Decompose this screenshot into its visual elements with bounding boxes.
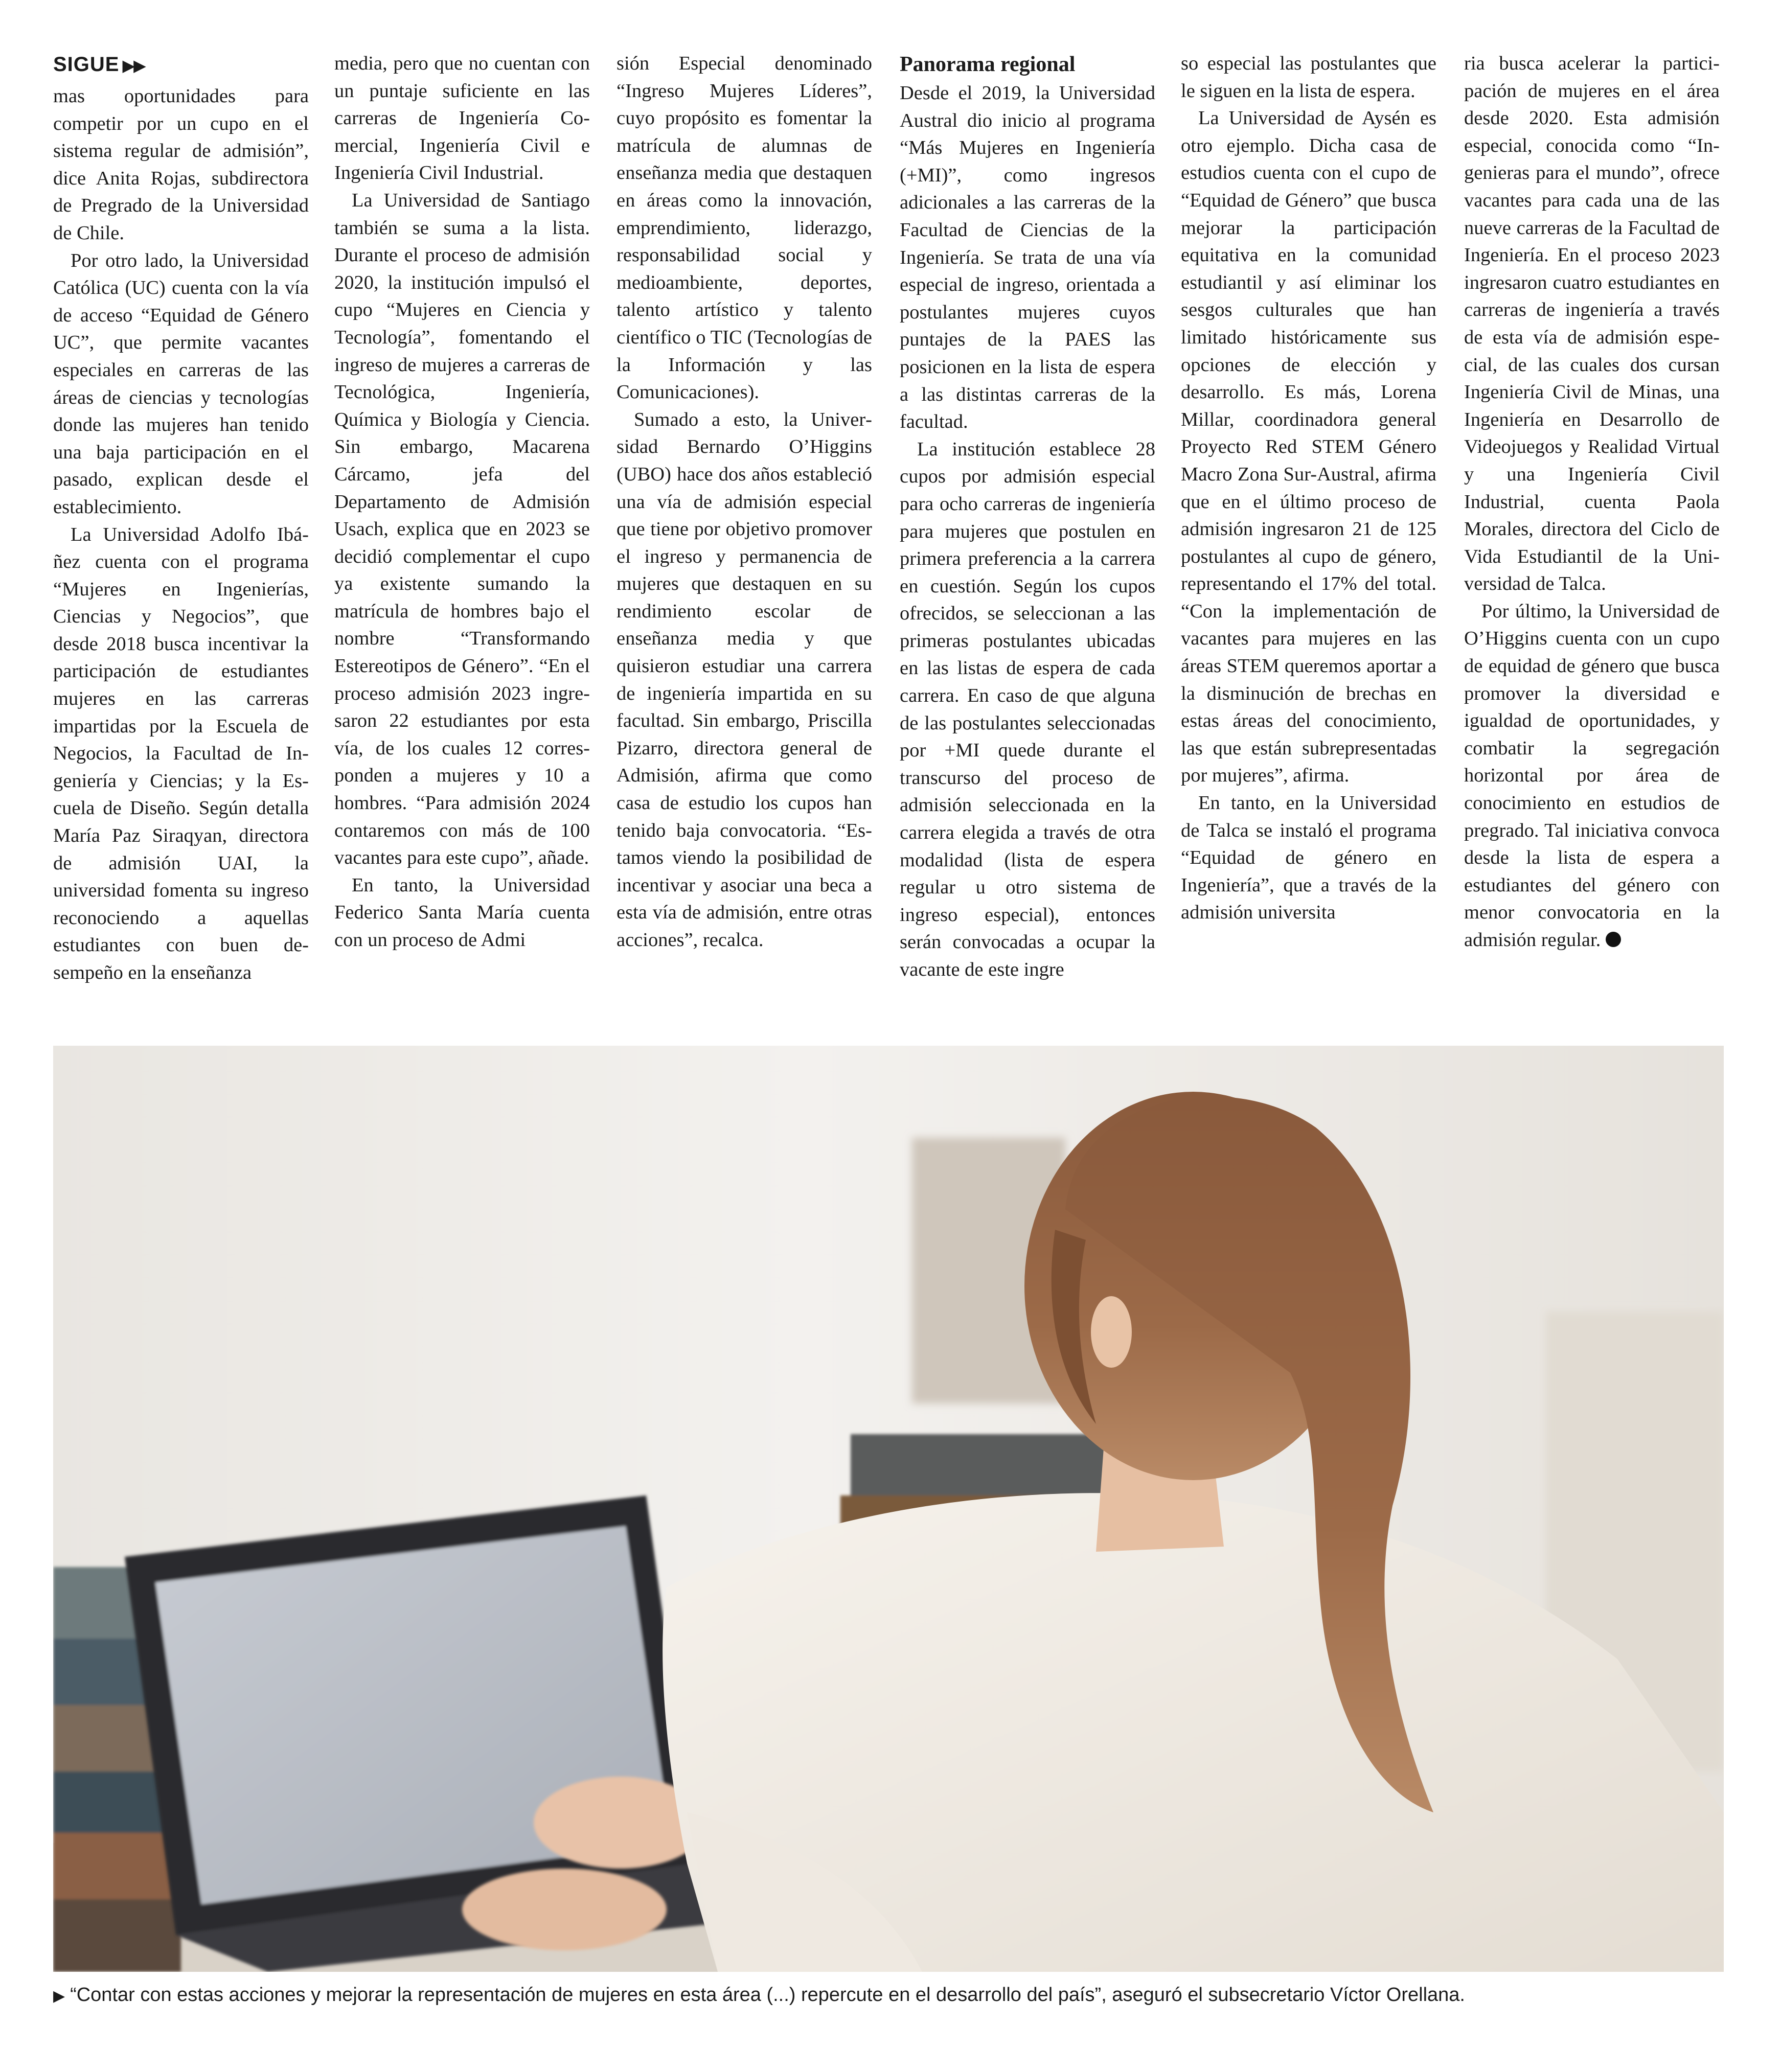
column-6 — [1464, 50, 1720, 1016]
paragraph: En tanto, en la Universidad de Talca se instaló el programa “Equidad de género en Ingeniería”, que a través de la admisión universita — [1181, 792, 1436, 924]
column-3 — [616, 50, 872, 1016]
caption-arrow-icon: ▶ — [53, 1988, 65, 2005]
column-5 — [1181, 50, 1436, 1016]
paragraph: La Universidad de Aysén es otro ejemplo. Dicha casa de estudios cuenta con el cupo de “Equidad de Género” que busca mejorar la participación equitativa en la comunidad estudiantil y así eliminar los sesgos culturales que han limitado históricаmente sus opciones de elección y desarrollo. Es más, Lorena Millar, coordinadora general Proyecto Red STEM Género Macro Zona Sur-Austral, afirma que en el último proceso de admisión ingresaron 21 de 125 postulantes al cupo de género, representando el 17% del total. “Con la implementación de vacantes para mujeres en las áreas STEM queremos aportar a la disminución de brechas en estas áreas del conocimiento, las que están subrepresentadas por mujeres”, afirma. — [1181, 107, 1436, 787]
article-photo — [53, 1046, 1724, 1972]
paragraph: ria busca acelerar la participación de mujeres en el área desde 2020. Esta admisión especial, conocida como “Ingenieras para el mundo”, ofrece vacantes para cada una de las nueve carreras de la Facultad de Ingeniería. En el proceso 2023 ingresaron cuatro estudiantes en carreras de ingeniería a través de esta vía de admisión especial, de las cuales dos cursan Ingeniería Civil de Minas, una Ingeniería en Desarrollo de Videojuegos y Realidad Virtual y una Ingeniería Civil Industrial, cuenta Paola Morales, directora del Ciclo de Vida Estudiantil de la Universidad de Talca. — [1464, 53, 1720, 595]
end-of-article-icon — [1606, 932, 1621, 947]
column-4 — [900, 50, 1155, 1016]
paragraph: sión Especial denominado “Ingreso Mujeres Líderes”, cuyo propósito es fomentar la matrícula de alumnas de enseñanza media que destaquen en áreas como la innovación, emprendimiento, liderazgo, responsabilidad social y medioambiente, deportes, talento artístico y talento científico o TIC (Tecnologías de la Información y las Comunicaciones). — [616, 53, 872, 403]
paragraph: media, pero que no cuentan con un puntaje suficiente en las carreras de Ingeniería Comercial, Ingeniería Civil e Ingeniería Civil Industrial. — [334, 53, 590, 184]
caption-text: “Contar con estas acciones y mejorar la representación de mujeres en esta área (...) repercute en el desarrollo del país”, aseguró el subsecretario Víctor Orellana. — [70, 1984, 1465, 2006]
paragraph-last — [1464, 598, 1720, 954]
paragraph: La Universidad Adolfo Ibáñez cuenta con el programa “Mujeres en Ingenierías, Ciencias y Negocios”, que desde 2018 busca incentivar la participación de estudiantes mujeres en las carreras impartidas por la Escuela de Negocios, la Facultad de Ingeniería y Ciencias; y la Escuela de Diseño. Según detalla María Paz Siraqyan, directora de admisión UAI, la universidad fomenta su ingreso reconociendo a aquellas estudiantes con buen desempeño en la enseñanza — [53, 523, 309, 983]
paragraph: En tanto, la Universidad Federico Santa María cuenta con un proceso de Admi — [334, 874, 590, 951]
section-subheading: Panorama regional — [900, 53, 1076, 76]
paragraph: Desde el 2019, la Universidad Austral dio inicio al programa “Más Mujeres en Ingeniería (+MI)”, como ingresos adicionales a las carreras de la Facultad de Ciencias de la Ingeniería. Se trata de una vía especial de ingreso, orientada a postulantes mujeres cuyos puntajes de la PAES las posicionen en la lista de espera a las distintas carreras de la facultad. — [900, 82, 1155, 433]
continues-label: SIGUE — [53, 53, 120, 76]
paragraph: La institución establece 28 cupos por admisión especial para ocho carreras de ingeniería para mujeres que postulen en primera preferencia a la carrera en cuestión. Según los cupos ofrecidos, se seleccionan a las primeras postulantes ubicadas en las listas de espera de cada carrera. En caso de que alguna de las postulantes seleccionadas por +MI quede durante el transcurso del proceso de admisión seleccionada en la carrera elegida a través de otra modalidad (lista de espera regular u otro sistema de ingreso especial), entonces serán convocadas a ocupar la vacante de este ingre — [900, 438, 1155, 980]
paragraph-text: Por último, la Universidad de O’Higgins cuenta con un cupo de equidad de género que busca promover la diversidad e igualdad de oportunidades, y combatir la segregación horizontal por área de conocimiento en estudios de pregrado. Tal iniciativa convoca desde la lista de espera a estudiantes del género con menor convocatoria en la admisión regular. — [1464, 600, 1720, 951]
paragraph: Sumado a esto, la Universidad Bernardo O’Higgins (UBO) hace dos años estableció una vía de admisión especial que tiene por objetivo promover el ingreso y permanencia de mujeres que destaquen en su rendimiento escolar de enseñanza media y que quisieron estudiar una carrera de ingeniería impartida en su facultad. Sin embargo, Priscilla Pizarro, directora general de Admisión, afirma que como casa de estudio los cupos han tenido baja convocatoria. “Estamos viendo la posibilidad de incentivar y asociar una beca a esta vía de admisión, entre otras acciones”, recalca. — [616, 408, 872, 951]
paragraph: Por otro lado, la Universidad Católica (UC) cuenta con la vía de acceso “Equidad de Género UC”, que permite vacantes especiales en carreras de las áreas de ciencias y tecnologías donde las mujeres han tenido una baja participación en el pasado, explican desde el establecimiento. — [53, 249, 309, 518]
continues-marker — [53, 50, 309, 80]
column-1 — [53, 50, 309, 1016]
paragraph: mas oportunidades para competir por un cupo en el sistema regular de admisión”, dice Anita Rojas, subdirectora de Pregrado de la Universidad de Chile. — [53, 85, 309, 244]
paragraph: so especial las postulantes que le siguen en la lista de espera. — [1181, 53, 1436, 102]
woman-studying-laptop-illustration — [53, 1046, 1724, 1972]
column-2 — [334, 50, 590, 1016]
paragraph: La Universidad de Santiago también se suma a la lista. Durante el proceso de admisión 2020, la institución impulsó el cupo “Mujeres en Ciencia y Tecnología”, fomentando el ingreso de mujeres a carreras de Tecnológica, Ingeniería, Química y Biología y Ciencia. Sin embargo, Macarena Cárcamo, jefa del Departamento de Admisión Usach, explica que en 2023 se decidió complementar el cupo ya existente sumando la matrícula de hombres bajo el nombre “Transformando Estereotipos de Género”. “En el proceso admisión 2023 ingresaron 22 estudiantes por esta vía, de los cuales 12 corresponden a mujeres y 10 a hombres. “Para admisión 2024 contaremos con más de 100 vacantes para este cupo”, añade. — [334, 189, 590, 869]
photo-caption — [53, 1982, 1724, 2009]
double-arrow-icon: ▶▶ — [122, 56, 145, 75]
